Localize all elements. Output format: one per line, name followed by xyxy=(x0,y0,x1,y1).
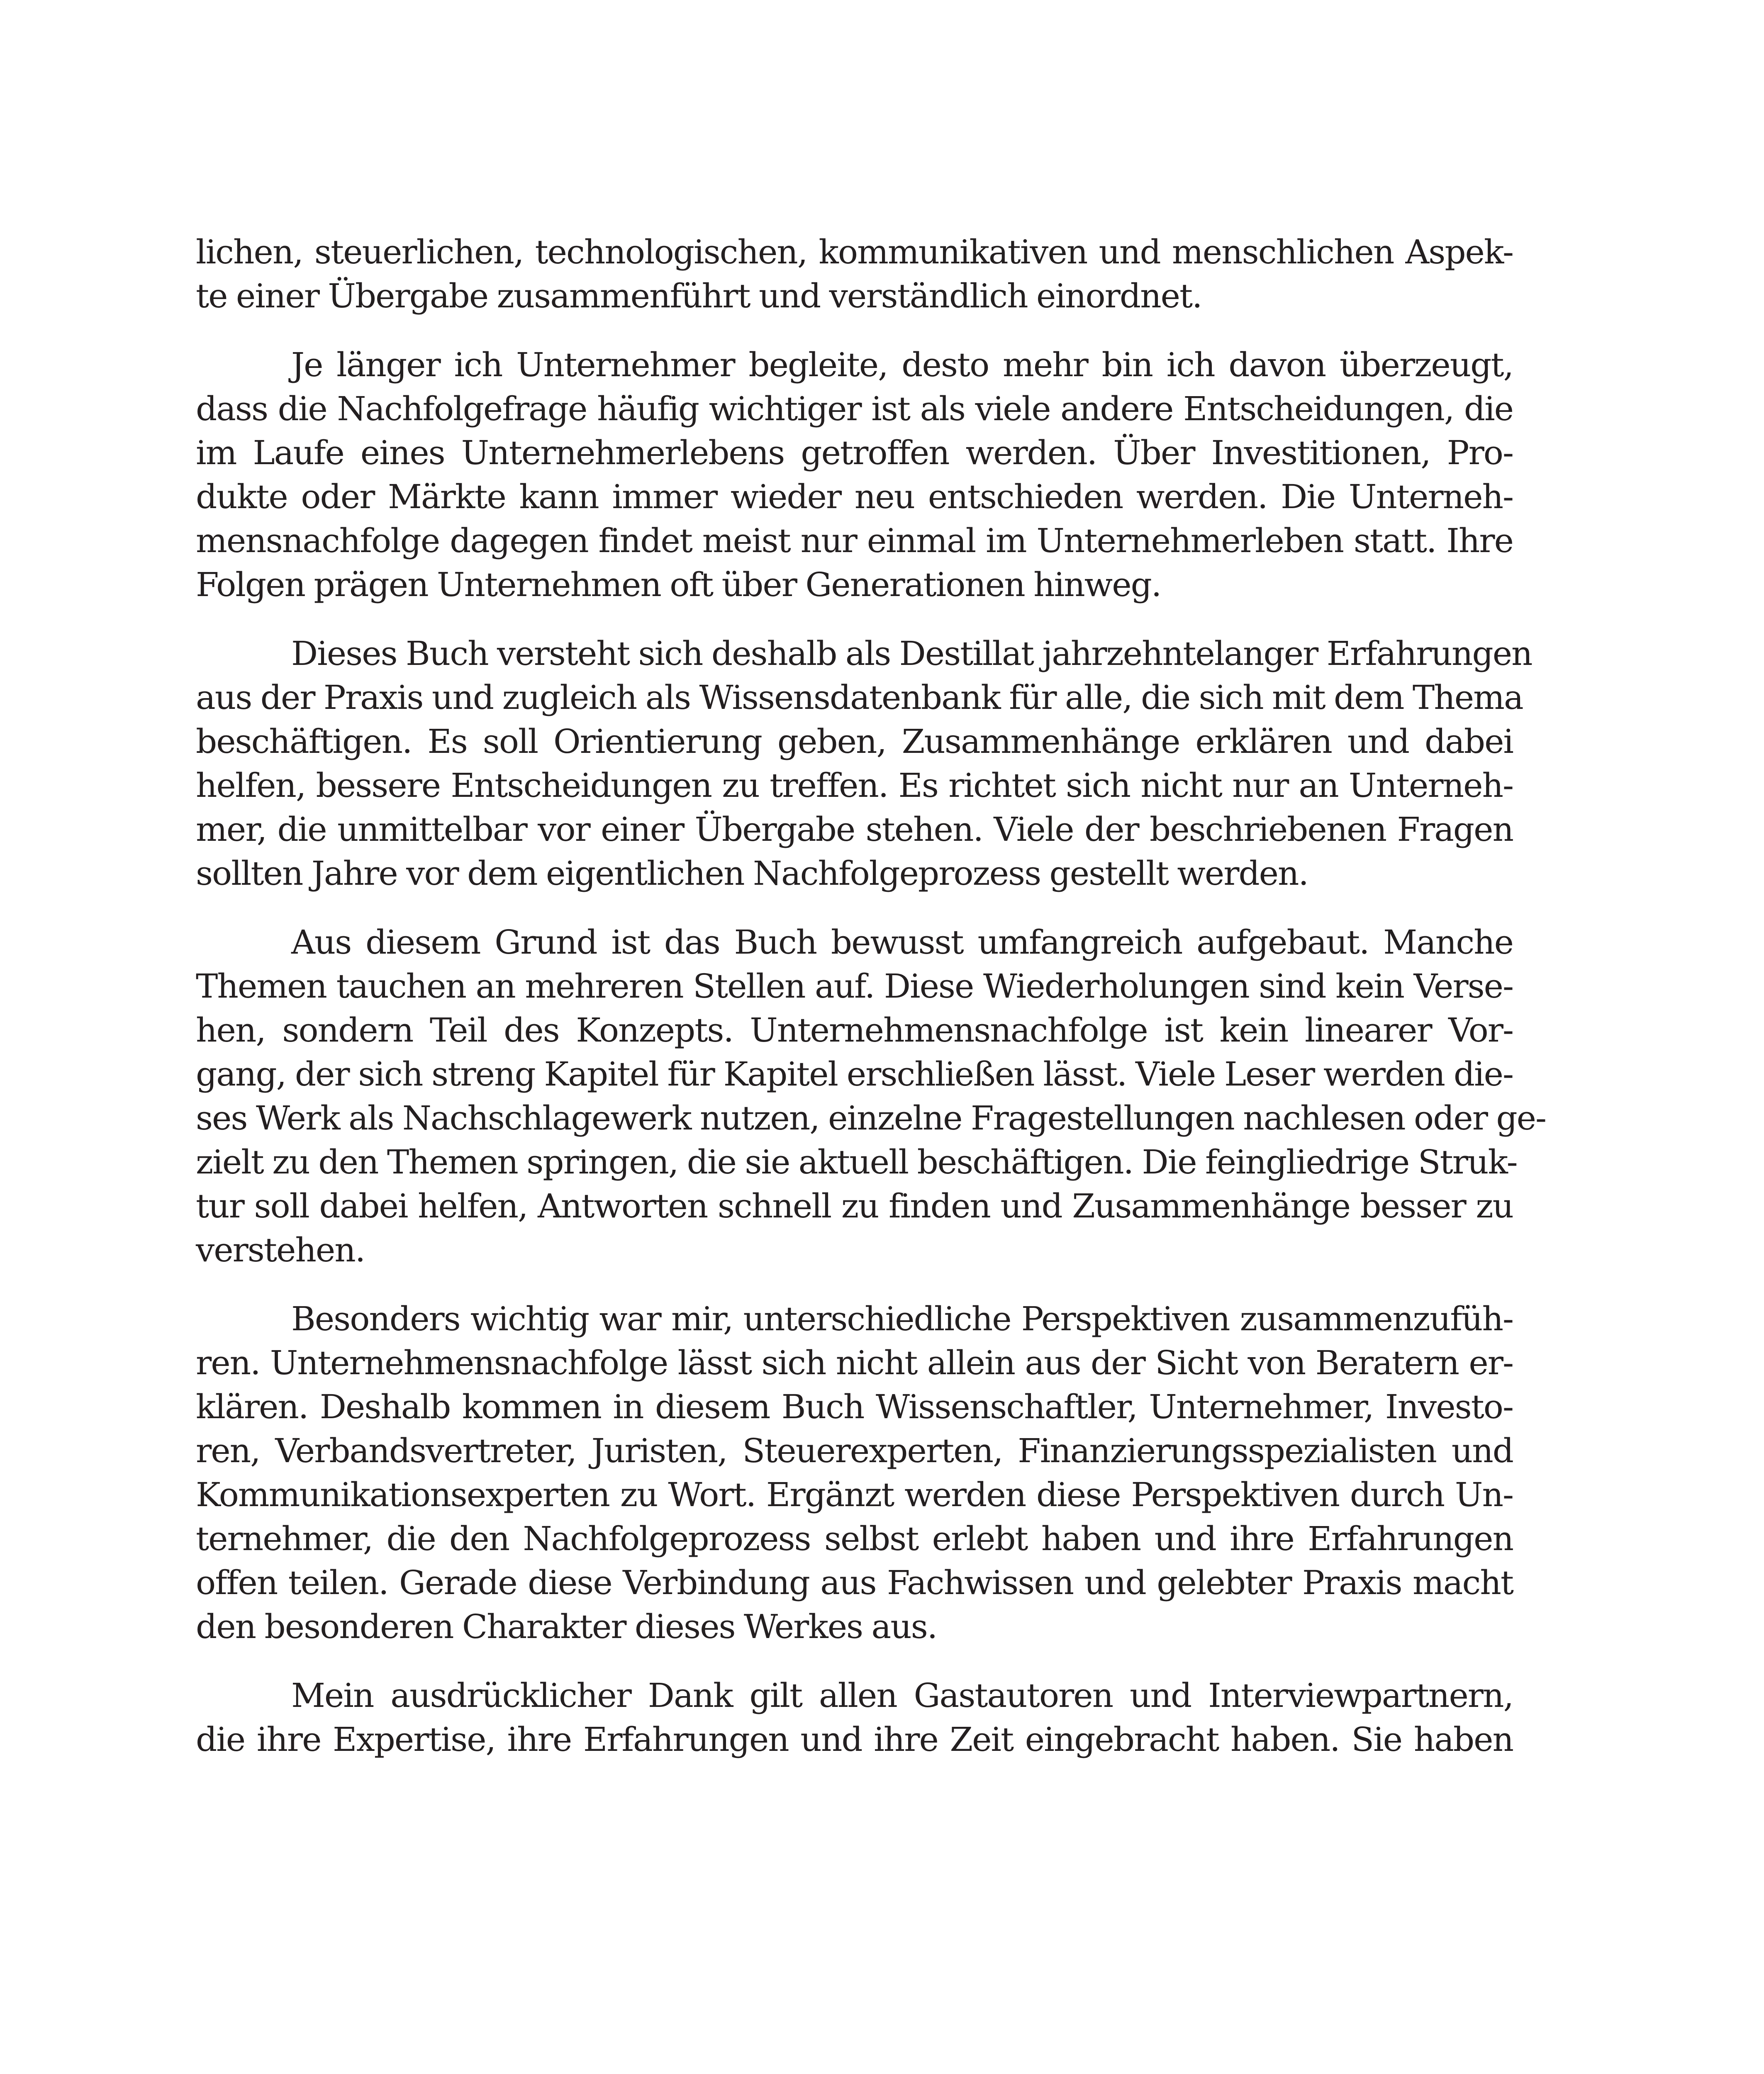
text-line: ternehmer, die den Nachfolgeprozess selbst erlebt haben und ihre Erfahrungen xyxy=(196,1519,1513,1558)
text-line: lichen, steuerlichen, technologischen, kommunikativen und menschlichen Aspek- xyxy=(196,233,1513,271)
text-line: den besonderen Charakter dieses Werkes aus. xyxy=(196,1607,937,1646)
paragraph xyxy=(196,1297,1513,1649)
paragraph xyxy=(196,343,1513,607)
text-line: Besonders wichtig war mir, unterschiedliche Perspektiven zusammenzufüh- xyxy=(291,1300,1513,1338)
text-line: Folgen prägen Unternehmen oft über Generationen hinweg. xyxy=(196,565,1161,604)
text-line: ren, Verbandsvertreter, Juristen, Steuerexperten, Finanzierungsspezialisten und xyxy=(196,1431,1513,1470)
text-line: beschäftigen. Es soll Orientierung geben, Zusammenhänge erklären und dabei xyxy=(196,722,1513,761)
text-line: mensnachfolge dagegen findet meist nur einmal im Unternehmerleben statt. Ihre xyxy=(196,521,1513,560)
paragraph xyxy=(196,230,1513,318)
body-text xyxy=(196,230,1546,1787)
paragraph xyxy=(196,920,1546,1272)
text-line: hen, sondern Teil des Konzepts. Unternehmensnachfolge ist kein linearer Vor- xyxy=(196,1011,1513,1049)
text-line: mer, die unmittelbar vor einer Übergabe stehen. Viele der beschriebenen Fragen xyxy=(196,810,1513,849)
text-line: offen teilen. Gerade diese Verbindung aus Fachwissen und gelebter Praxis macht xyxy=(196,1563,1513,1602)
text-line: die ihre Expertise, ihre Erfahrungen und ihre Zeit eingebracht haben. Sie haben xyxy=(196,1720,1513,1759)
text-line: ses Werk als Nachschlagewerk nutzen, einzelne Fragestellungen nachlesen oder ge- xyxy=(196,1099,1546,1137)
text-line: aus der Praxis und zugleich als Wissensdatenbank für alle, die sich mit dem Thema xyxy=(196,678,1523,717)
paragraph xyxy=(196,1674,1513,1762)
text-line: Je länger ich Unternehmer begleite, desto mehr bin ich davon überzeugt, xyxy=(291,346,1513,384)
text-line: im Laufe eines Unternehmerlebens getroffen werden. Über Investitionen, Pro- xyxy=(196,433,1513,472)
text-line: Aus diesem Grund ist das Buch bewusst umfangreich aufgebaut. Manche xyxy=(291,923,1513,962)
text-line: Mein ausdrücklicher Dank gilt allen Gastautoren und Interviewpartnern, xyxy=(291,1676,1513,1715)
text-line: sollten Jahre vor dem eigentlichen Nachfolgeprozess gestellt werden. xyxy=(196,854,1308,893)
text-line: klären. Deshalb kommen in diesem Buch Wissenschaftler, Unternehmer, Investo- xyxy=(196,1388,1513,1426)
text-line: dukte oder Märkte kann immer wieder neu entschieden werden. Die Unterneh- xyxy=(196,477,1513,516)
paragraph xyxy=(196,632,1532,896)
text-line: Themen tauchen an mehreren Stellen auf. Diese Wiederholungen sind kein Verse- xyxy=(196,967,1513,1005)
text-line: helfen, bessere Entscheidungen zu treffen. Es richtet sich nicht nur an Unterneh- xyxy=(196,766,1513,805)
text-line: tur soll dabei helfen, Antworten schnell zu finden und Zusammenhänge besser zu xyxy=(196,1187,1513,1225)
text-line: zielt zu den Themen springen, die sie aktuell beschäftigen. Die feingliedrige Struk- xyxy=(196,1143,1517,1181)
text-line: Dieses Buch versteht sich deshalb als Destillat jahrzehntelanger Erfahrungen xyxy=(291,634,1532,673)
text-line: verstehen. xyxy=(196,1231,365,1269)
text-line: gang, der sich streng Kapitel für Kapitel erschließen lässt. Viele Leser werden die- xyxy=(196,1055,1513,1093)
text-line: ren. Unternehmensnachfolge lässt sich nicht allein aus der Sicht von Beratern er- xyxy=(196,1344,1513,1382)
text-line: dass die Nachfolgefrage häufig wichtiger ist als viele andere Entscheidungen, die xyxy=(196,389,1513,428)
text-line: te einer Übergabe zusammenführt und verständlich einordnet. xyxy=(196,277,1202,315)
text-line: Kommunikationsexperten zu Wort. Ergänzt werden diese Perspektiven durch Un- xyxy=(196,1475,1513,1514)
